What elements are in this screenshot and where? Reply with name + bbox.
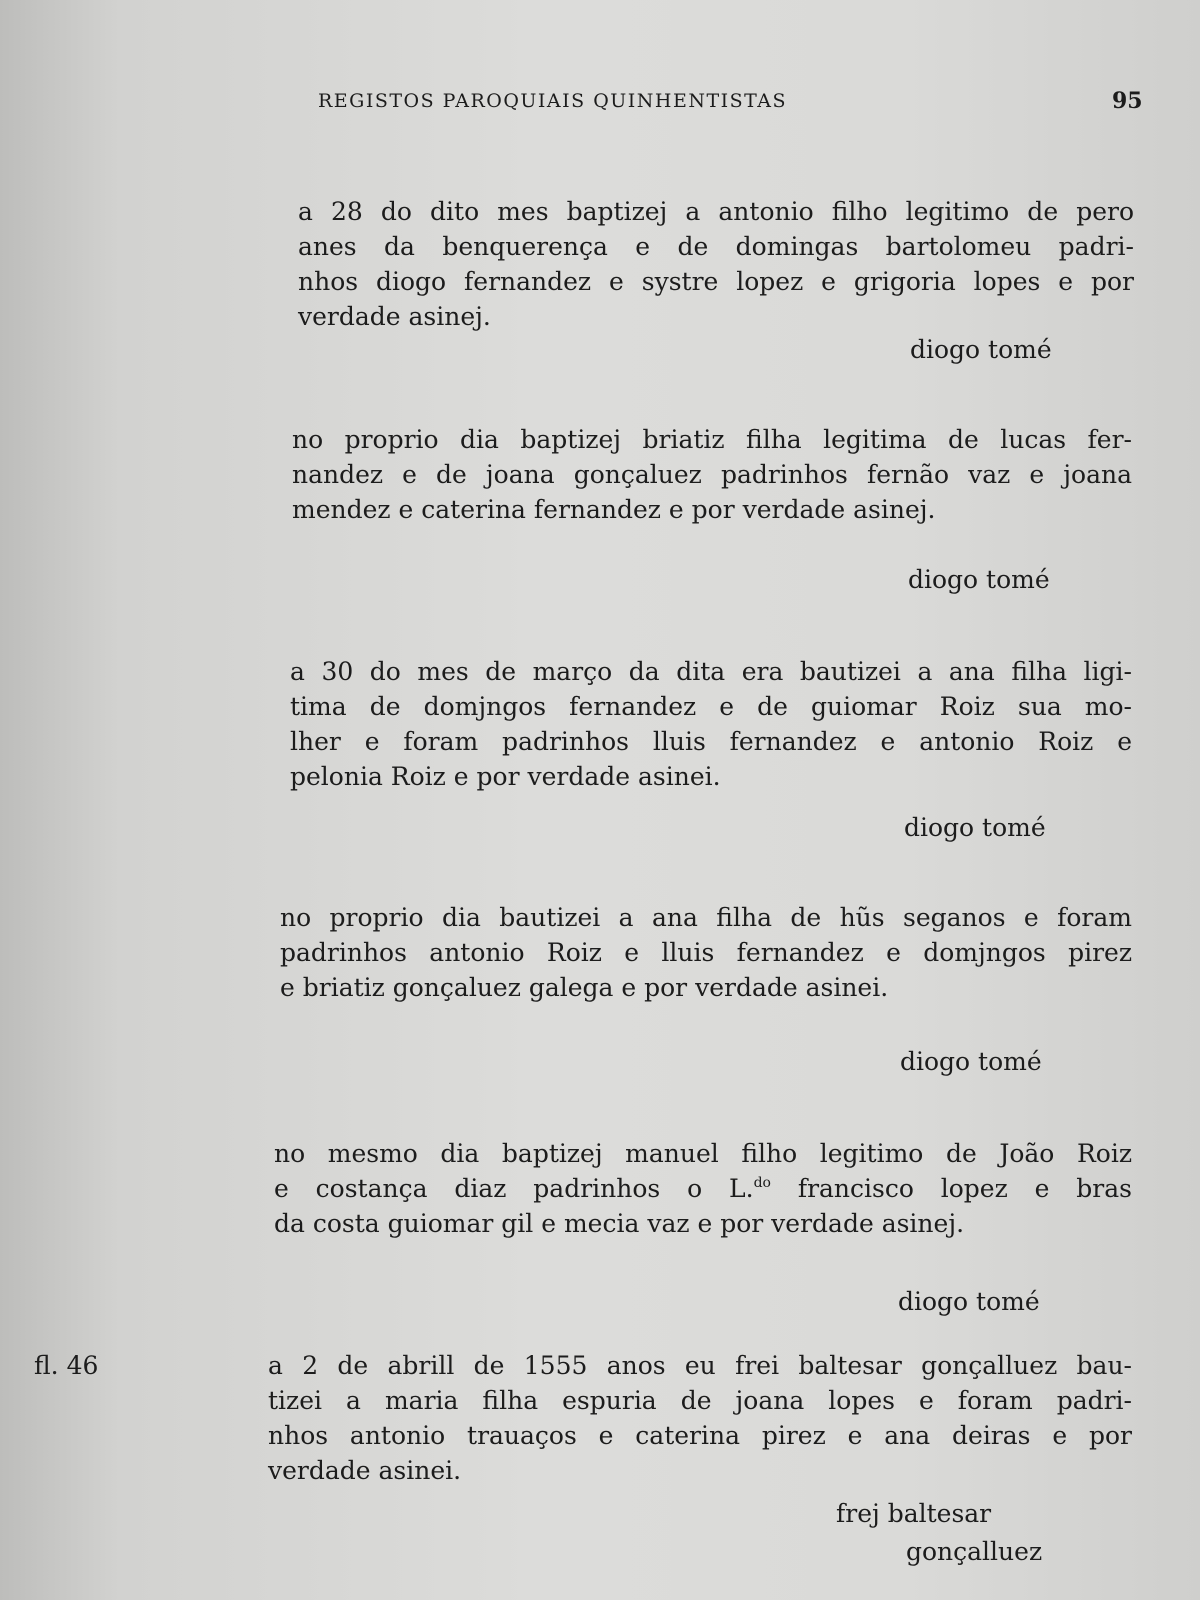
folio-marker: fl. 46 [34, 1351, 99, 1380]
entry-line: anes da benquerença e de domingas bartolomeu padri- [298, 232, 1134, 261]
entry-line: da costa guiomar gil e mecia vaz e por verdade asinej. [274, 1209, 965, 1238]
entry-line: a 28 do dito mes baptizej a antonio filho legitimo de pero [298, 197, 1134, 226]
page-number: 95 [1112, 88, 1143, 114]
entry-line: verdade asinei. [268, 1456, 462, 1485]
signature-line-1: frej baltesar [836, 1499, 992, 1528]
entry-line: nhos diogo fernandez e systre lopez e grigoria lopes e por [298, 267, 1134, 296]
signature: diogo tomé [898, 1287, 1040, 1316]
entry-line-with-superscript [274, 1171, 1132, 1206]
entry-line-part: e costança diaz padrinhos o L. [274, 1174, 754, 1203]
entry-line: no proprio dia bautizei a ana filha de hũs seganos e foram [280, 903, 1132, 932]
entry-line: a 2 de abrill de 1555 anos eu frei baltesar gonçalluez bau- [268, 1351, 1132, 1380]
page-header [0, 88, 1200, 122]
signature: diogo tomé [900, 1047, 1042, 1076]
signature-line-2: gonçalluez [906, 1537, 1043, 1566]
entry-line: nhos antonio trauaços e caterina pirez e ana deiras e por [268, 1421, 1132, 1450]
superscript: do [753, 1175, 771, 1191]
entry-line-part: francisco lopez e bras [770, 1174, 1132, 1203]
entry-line: a 30 do mes de março da dita era bautizei a ana filha ligi- [290, 657, 1132, 686]
register-entry-6 [268, 1348, 1132, 1488]
entry-line: pelonia Roiz e por verdade asinei. [290, 762, 721, 791]
signature: diogo tomé [910, 335, 1052, 364]
register-entry-2 [292, 422, 1132, 527]
entry-line: tizei a maria filha espuria de joana lopes e foram padri- [268, 1386, 1132, 1415]
entry-line: padrinhos antonio Roiz e lluis fernandez e domjngos pirez [280, 938, 1132, 967]
signature: diogo tomé [908, 565, 1050, 594]
entry-line: lher e foram padrinhos lluis fernandez e antonio Roiz e [290, 727, 1132, 756]
register-entry-3 [290, 654, 1132, 794]
entry-line: no proprio dia baptizej briatiz filha legitima de lucas fer- [292, 425, 1132, 454]
register-entry-1 [298, 194, 1134, 334]
entry-line: mendez e caterina fernandez e por verdade asinej. [292, 495, 936, 524]
entry-line: tima de domjngos fernandez e de guiomar Roiz sua mo- [290, 692, 1132, 721]
register-entry-5 [274, 1136, 1132, 1241]
register-entry-4 [280, 900, 1132, 1005]
entry-line: no mesmo dia baptizej manuel filho legitimo de João Roiz [274, 1139, 1132, 1168]
signature: diogo tomé [904, 813, 1046, 842]
entry-line: verdade asinej. [298, 302, 491, 331]
running-title: REGISTOS PAROQUIAIS QUINHENTISTAS [318, 90, 788, 112]
entry-line: e briatiz gonçaluez galega e por verdade asinei. [280, 973, 889, 1002]
entry-line: nandez e de joana gonçaluez padrinhos fernão vaz e joana [292, 460, 1132, 489]
